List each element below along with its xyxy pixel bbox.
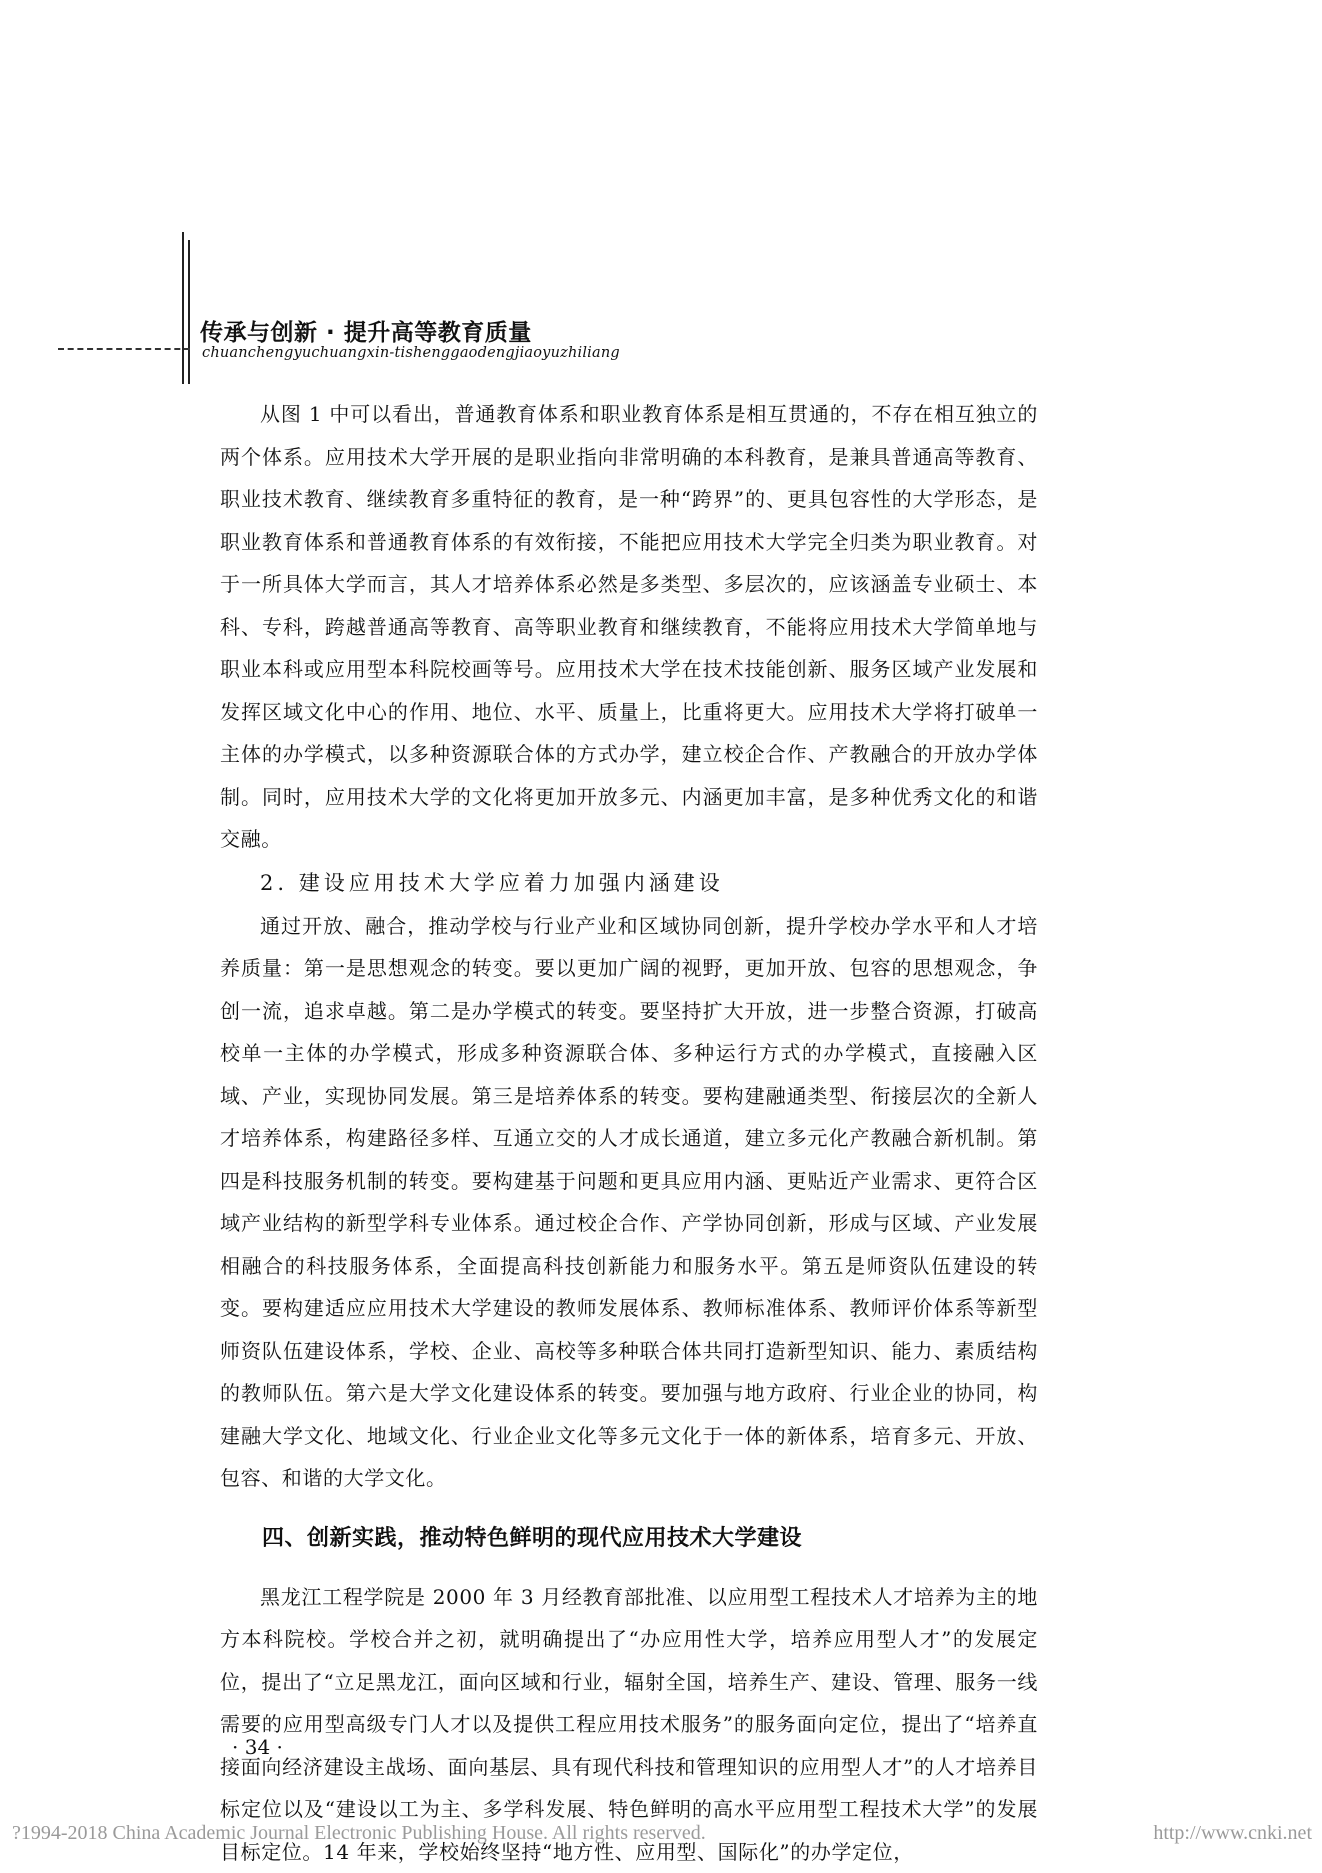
footer-copyright: ?1994-2018 China Academic Journal Electronic Publishing House. All rights reserved. — [12, 1822, 706, 1845]
page-number: · 34 · — [232, 1735, 283, 1759]
header-rule-left — [182, 232, 184, 384]
header-dashed-rule — [58, 348, 190, 350]
article-body — [220, 393, 1038, 1873]
paragraph-2: 通过开放、融合，推动学校与行业产业和区域协同创新，提升学校办学水平和人才培养质量：第一是思想观念的转变。要以更加广阔的视野，更加开放、包容的思想观念，争创一流，追求卓越。第二是办学模式的转变。要坚持扩大开放，进一步整合资源，打破高校单一主体的办学模式，形成多种资源联合体、多种运行方式的办学模式，直接融入区域、产业，实现协同发展。第三是培养体系的转变。要构建融通类型、衔接层次的全新人才培养体系，构建路径多样、互通立交的人才成长通道，建立多元化产教融合新机制。第四是科技服务机制的转变。要构建基于问题和更具应用内涵、更贴近产业需求、更符合区域产业结构的新型学科专业体系。通过校企合作、产学协同创新，形成与区域、产业发展相融合的科技服务体系，全面提高科技创新能力和服务水平。第五是师资队伍建设的转变。要构建适应应用技术大学建设的教师发展体系、教师标准体系、教师评价体系等新型师资队伍建设体系，学校、企业、高校等多种联合体共同打造新型知识、能力、素质结构的教师队伍。第六是大学文化建设体系的转变。要加强与地方政府、行业企业的协同，构建融大学文化、地域文化、行业企业文化等多元文化于一体的新体系，培育多元、开放、包容、和谐的大学文化。 — [220, 905, 1038, 1500]
footer — [10, 1822, 1312, 1845]
section-heading: 四、创新实践，推动特色鲜明的现代应用技术大学建设 — [220, 1514, 1038, 1564]
header-rule-right — [188, 240, 190, 384]
running-head-title: 传承与创新 · 提升高等教育质量 — [200, 314, 532, 347]
paragraph-3: 黑龙江工程学院是 2000 年 3 月经教育部批准、以应用型工程技术人才培养为主的地方本科院校。学校合并之初，就明确提出了“办应用性大学，培养应用型人才”的发展定位，提出了“立足黑龙江，面向区域和行业，辐射全国，培养生产、建设、管理、服务一线需要的应用型高级专门人才以及提供工程应用技术服务”的服务面向定位，提出了“培养直接面向经济建设主战场、面向基层、具有现代科技和管理知识的应用型人才”的人才培养目标定位以及“建设以工为主、多学科发展、特色鲜明的高水平应用型工程技术大学”的发展目标定位。14 年来，学校始终坚持“地方性、应用型、国际化”的办学定位， — [220, 1576, 1038, 1873]
footer-url[interactable]: http://www.cnki.net — [1153, 1822, 1312, 1845]
running-head-pinyin: chuanchengyuchuangxin-tishenggaodengjiaoyuzhiliang — [202, 345, 620, 361]
paragraph-1: 从图 1 中可以看出，普通教育体系和职业教育体系是相互贯通的，不存在相互独立的两个体系。应用技术大学开展的是职业指向非常明确的本科教育，是兼具普通高等教育、职业技术教育、继续教育多重特征的教育，是一种“跨界”的、更具包容性的大学形态，是职业教育体系和普通教育体系的有效衔接，不能把应用技术大学完全归类为职业教育。对于一所具体大学而言，其人才培养体系必然是多类型、多层次的，应该涵盖专业硕士、本科、专科，跨越普通高等教育、高等职业教育和继续教育，不能将应用技术大学简单地与职业本科或应用型本科院校画等号。应用技术大学在技术技能创新、服务区域产业发展和发挥区域文化中心的作用、地位、水平、质量上，比重将更大。应用技术大学将打破单一主体的办学模式，以多种资源联合体的方式办学，建立校企合作、产教融合的开放办学体制。同时，应用技术大学的文化将更加开放多元、内涵更加丰富，是多种优秀文化的和谐交融。 — [220, 393, 1038, 861]
subsection-heading: 2. 建设应用技术大学应着力加强内涵建设 — [220, 861, 1038, 905]
